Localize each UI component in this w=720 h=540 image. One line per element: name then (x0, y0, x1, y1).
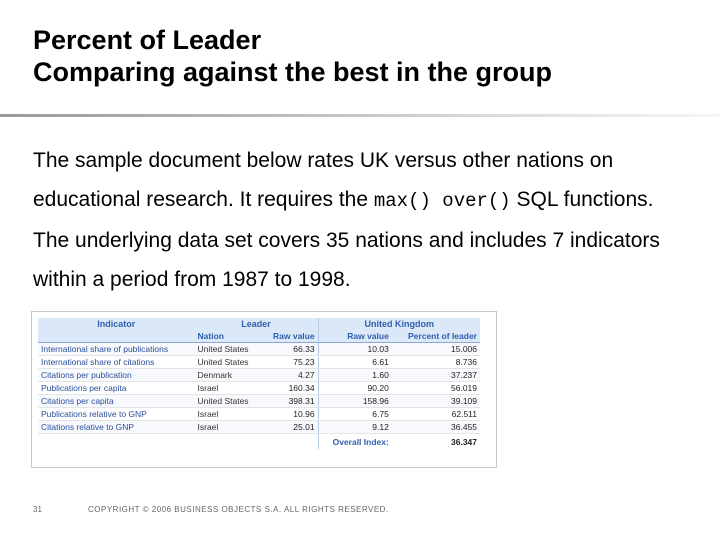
uk-raw-value-cell: 9.12 (318, 421, 392, 434)
body-text-part-2: SQL functions. The underlying data set covers 35 nations and includes 7 indicators within a period from 1987 to 1998. (33, 188, 660, 291)
table-column-header-row (38, 330, 480, 343)
table-row (38, 369, 480, 382)
table-group-header-row (38, 318, 480, 330)
slide-title-line-1: Percent of Leader (33, 25, 262, 55)
overall-index-label: Overall Index: (318, 434, 392, 450)
table-row (38, 356, 480, 369)
group-header-leader: Leader (195, 318, 319, 330)
percent-of-leader-cell: 36.455 (392, 421, 480, 434)
percent-of-leader-cell: 8.736 (392, 356, 480, 369)
indicator-cell: International share of publications (38, 343, 195, 356)
percent-of-leader-cell: 56.019 (392, 382, 480, 395)
percent-of-leader-cell: 62.511 (392, 408, 480, 421)
nation-cell: Israel (195, 408, 262, 421)
uk-raw-value-cell: 10.03 (318, 343, 392, 356)
copyright-notice: COPYRIGHT © 2006 BUSINESS OBJECTS S.A. ALL RIGHTS RESERVED. (88, 505, 389, 514)
indicator-cell: Citations relative to GNP (38, 421, 195, 434)
slide-body-text (33, 141, 693, 299)
column-header-leader-raw: Raw value (262, 330, 319, 343)
leader-raw-value-cell: 10.96 (262, 408, 319, 421)
slide-title-line-2: Comparing against the best in the group (33, 57, 553, 87)
group-header-united-kingdom: United Kingdom (318, 318, 480, 330)
table-row (38, 343, 480, 356)
indicator-cell: Publications relative to GNP (38, 408, 195, 421)
leader-raw-value-cell: 25.01 (262, 421, 319, 434)
column-header-percent-of-leader: Percent of leader (392, 330, 480, 343)
body-text-part-1: The sample document below rates UK versus other nations on educational research. It requires the (33, 149, 614, 211)
indicator-cell: International share of citations (38, 356, 195, 369)
indicator-cell: Publications per capita (38, 382, 195, 395)
percent-of-leader-cell: 15.006 (392, 343, 480, 356)
leader-raw-value-cell: 4.27 (262, 369, 319, 382)
uk-raw-value-cell: 90.20 (318, 382, 392, 395)
nation-cell: United States (195, 343, 262, 356)
indicator-cell: Citations per capita (38, 395, 195, 408)
uk-raw-value-cell: 6.75 (318, 408, 392, 421)
leader-raw-value-cell: 398.31 (262, 395, 319, 408)
body-code-snippet: max() over() (373, 190, 511, 212)
uk-raw-value-cell: 158.96 (318, 395, 392, 408)
indicator-cell: Citations per publication (38, 369, 195, 382)
nation-cell: Israel (195, 382, 262, 395)
title-divider (0, 114, 720, 117)
nation-cell: Israel (195, 421, 262, 434)
leader-raw-value-cell: 75.23 (262, 356, 319, 369)
leader-raw-value-cell: 160.34 (262, 382, 319, 395)
nation-cell: United States (195, 356, 262, 369)
table-row (38, 395, 480, 408)
column-header-indicator: Indicator (38, 318, 195, 330)
slide-title (33, 24, 552, 88)
uk-raw-value-cell: 6.61 (318, 356, 392, 369)
table-row (38, 408, 480, 421)
nation-cell: United States (195, 395, 262, 408)
table-row (38, 421, 480, 434)
uk-raw-value-cell: 1.60 (318, 369, 392, 382)
report-screenshot (31, 311, 497, 468)
column-header-nation: Nation (195, 330, 262, 343)
leader-raw-value-cell: 66.33 (262, 343, 319, 356)
table-body (38, 343, 480, 434)
table-row (38, 382, 480, 395)
percent-of-leader-cell: 39.109 (392, 395, 480, 408)
overall-index-value: 36.347 (392, 434, 480, 450)
overall-index-row (38, 434, 480, 450)
percent-of-leader-table (38, 318, 480, 449)
column-header-spacer (38, 330, 195, 343)
overall-index-spacer (38, 434, 318, 450)
column-header-uk-raw: Raw value (318, 330, 392, 343)
nation-cell: Denmark (195, 369, 262, 382)
percent-of-leader-cell: 37.237 (392, 369, 480, 382)
page-number: 31 (33, 505, 42, 514)
